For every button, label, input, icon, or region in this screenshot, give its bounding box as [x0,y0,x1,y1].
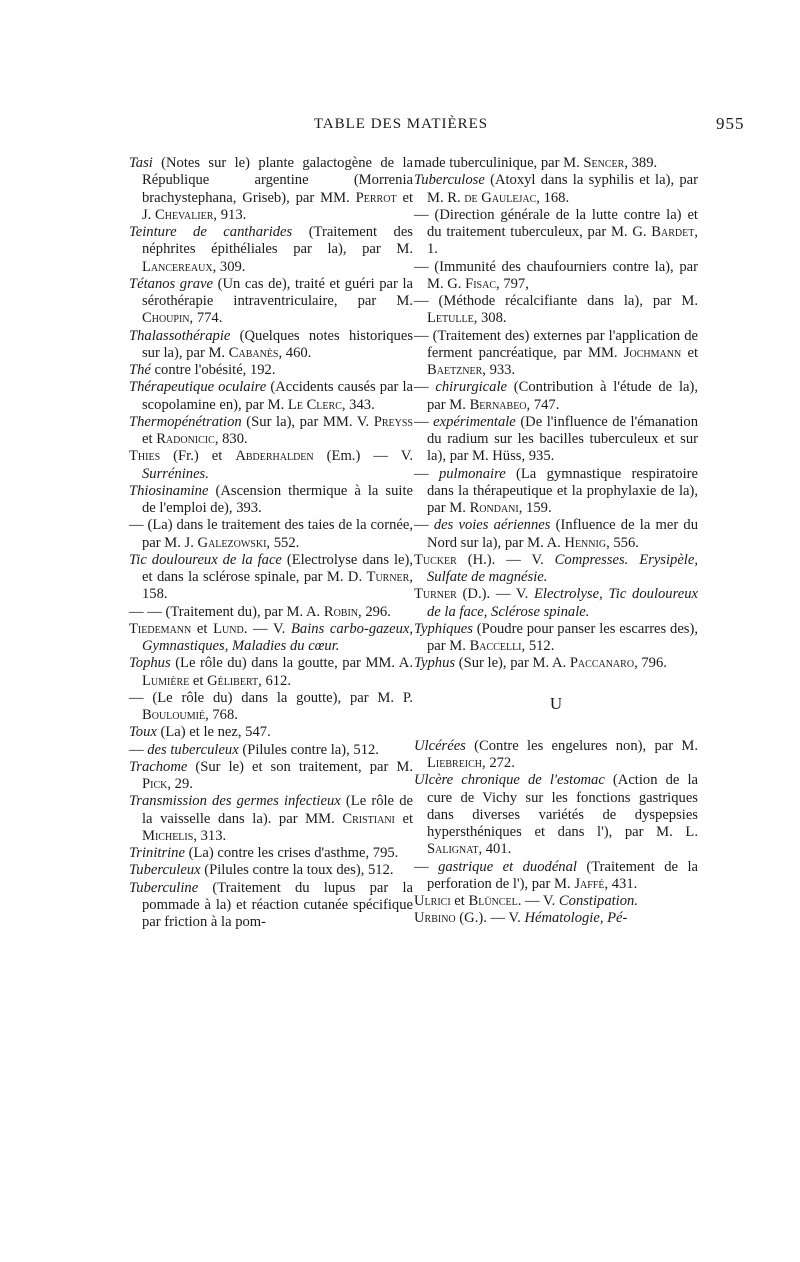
index-entry [414,517,698,552]
entry-text: et [142,431,157,447]
entry-term: Thé [129,362,151,378]
index-entry [414,738,698,773]
entry-text: , 830. [214,431,248,447]
entry-text: — (Direction générale de la lutte contre la) et du traitement tuberculeux, par M. G. [414,206,698,240]
entry-text: , 913. [213,206,247,223]
author-name: Tiedemann [129,620,192,637]
entry-text: (La gymnastique respiratoire dans la thérapeutique et la prophylaxie de la), par M. [427,465,698,516]
entry-term: Typhiques [414,620,473,637]
author-name: Fisac [465,275,497,292]
entry-term: Trinitrine [129,845,185,861]
index-entry [129,759,413,794]
entry-text: (Traitement du lupus par la pommade à la) et réaction cutanée spécifique par friction à la pom- [142,879,413,930]
index-entry [129,483,413,518]
index-entry [414,466,698,518]
entry-text: et [189,672,208,689]
index-entry [414,859,698,894]
entry-text: (Pilules contre la), 512. [238,741,379,758]
entry-text: , 556. [606,534,639,551]
entry-text: (De l'influence de l'émanation du radium sur les bacilles tuberculeux et sur la), par M. Hüss, 935. [427,413,698,465]
author-name: Bouloumié [142,707,206,723]
entry-text: , 389. [624,155,658,171]
entry-term: Hématologie, Pé- [524,910,628,927]
entry-text: — (Méthode récalcifiante dans la), par M. [414,293,698,309]
entry-text: contre l'obésité, 192. [150,362,276,378]
entry-text: (Electrolyse dans le), et dans la sclérose spinale, par M. D. [142,551,413,585]
author-name: Michelis [142,827,194,844]
author-name: Baetzner [427,362,483,378]
entry-text: — (La) dans le traitement des taies de la cornée, par M. J. [129,517,413,551]
index-entry [129,862,413,879]
entry-text: — [414,413,434,430]
entry-text: , 343. [341,396,375,413]
entry-text: , 933. [482,362,516,378]
entry-term: Surrénines. [142,465,209,482]
entry-text: , 168. [536,189,570,206]
author-name: Robin [323,603,359,620]
author-name: Letulle [427,310,474,327]
entry-text: made tuberculinique, par M. [414,155,584,171]
author-name: Lumière [142,672,190,689]
author-name: Tucker [414,551,457,568]
entry-text: , 460. [278,344,312,361]
entry-term: Trachome [129,758,188,775]
entry-text: (La) et le nez, 547. [156,724,271,741]
entry-text: (Traitement de la perforation de l'), par M. [427,858,698,892]
index-entry [414,655,698,672]
author-name: Gélibert [207,672,259,689]
author-name: Le Clerc [287,396,342,413]
entry-text: , 774. [189,310,223,327]
entry-text: (H.). — V. [456,551,555,568]
author-name: Thies [129,448,161,465]
entry-text: , 512. [521,638,555,654]
entry-term: Teinture de cantharides [129,224,293,240]
index-entry [129,552,413,604]
entry-text: (Atoxyl dans la syphilis et la), par M. R. [427,172,698,206]
entry-text: , 768. [205,707,238,723]
author-name: Jochmann [623,344,682,361]
author-name: Galezowski [197,534,267,551]
entry-term: Ulcérées [414,737,466,754]
entry-text: (Contribution à l'étude de la), par M. [427,379,698,413]
author-name: Preyss [373,413,413,430]
index-entry [129,379,413,414]
index-column-left [129,155,413,931]
index-entry [414,379,698,414]
entry-text: (Un cas de), traité et guéri par la sérothérapie intraventriculaire, par M. [142,275,413,309]
entry-text: , 159. [518,500,552,516]
index-entry [129,742,413,759]
entry-text: (Fr.) et [160,448,236,465]
author-name: Lancereaux [142,258,213,275]
entry-text: (Ascension thermique à la suite de l'emploi de), 393. [142,482,413,516]
index-entries-t-continued [414,155,698,673]
author-name: Cabanès [228,344,279,361]
index-entry [414,414,698,466]
entry-text: , 796. [634,655,667,672]
entry-text: , 29. [167,776,193,792]
entry-term: Thérapeutique oculaire [129,379,267,396]
author-name: Bernabeo [469,396,527,413]
entry-term: Electrolyse, Tic douloureux de la face, Sclérose spinale. [427,586,698,620]
entry-text: (Le rôle de la vaisselle dans la). par MM. [142,793,413,827]
entry-text: , 401. [478,841,512,858]
index-entry [129,517,413,552]
index-entries-u [414,738,698,928]
entry-text: et [394,810,413,827]
entry-text: , 296. [358,603,391,620]
entry-text: , 158. [142,569,413,603]
index-entry [129,655,413,690]
entry-term: Tophus [129,655,171,672]
entry-text: — — (Traitement du), par M. A. [129,603,324,620]
entry-term: Tuberculeux [129,862,201,879]
author-name: Liebreich [427,755,483,771]
entry-text: — [414,379,436,396]
index-entry [129,845,413,862]
entry-text: — (Immunité des chaufourniers contre la), par M. G. [414,258,698,292]
running-header: TABLE DES MATIÈRES [313,116,489,132]
entry-term: Ulcère chronique de l'estomac [414,772,605,789]
author-name: Pick [142,776,168,792]
entry-text: , 552. [266,534,300,551]
entry-term: Constipation. [558,893,638,909]
entry-text: (Sur le) et son traitement, par M. [187,758,413,775]
author-name: Turner [366,569,410,585]
author-name: Rondani [469,500,519,516]
index-entry [129,328,413,363]
author-name: Jaffé [574,875,605,892]
entry-text: , 309. [212,258,246,275]
entry-term: Transmission des germes infectieux [129,793,341,810]
entry-text: — (Traitement des) externes par l'application de ferment pancréatique, par MM. [414,327,698,361]
entry-text: (Accidents causés par la scopolamine en), par M. [142,379,414,413]
entry-text: — [414,465,439,482]
author-name: Bardet [651,224,695,240]
index-entry [414,552,698,587]
author-name: Salignat [427,841,479,858]
entry-text: (Em.) — V. [313,448,413,465]
entry-text: — [414,517,434,534]
author-name: Turner [414,586,457,603]
index-entry [414,155,698,172]
index-entry [129,362,413,379]
entry-text: , 1. [427,224,698,258]
index-entry [129,793,413,845]
index-entry [129,621,413,656]
entry-term: Thiosinamine [129,482,209,499]
index-entry [129,224,413,276]
entry-text: (G.). — V. [455,910,525,927]
entry-term: des voies aériennes [433,517,551,534]
entry-text: , 612. [258,672,291,689]
index-entry [414,910,698,927]
author-name: Cristiani [342,810,395,827]
author-name: de Gaulejac [464,189,537,206]
author-name: Perrot [355,189,397,206]
entry-term: Toux [129,724,157,741]
author-name: Choupin [142,310,190,327]
entry-text: (Notes sur le) plante galactogène de la République argentine (Morrenia brachystephana, Griseb), par MM. [142,155,413,206]
index-entry [414,172,698,207]
entry-term: gastrique et duodénal [438,858,577,875]
index-entry [414,328,698,380]
entry-text: (Action de la cure de Vichy sur les fonctions gastriques dans diverses variétés de dyspepsies hypersthéniques et dans l'), par M. L. [427,772,698,840]
entry-text: et [191,620,214,637]
entry-text: , 272. [482,755,515,771]
entry-text: (Influence de la mer du Nord sur la), par M. A. [427,517,698,551]
entry-text: , 308. [473,310,507,327]
entry-term: Thalassothérapie [129,327,231,344]
entry-text: (D.). — V. [456,586,534,603]
entry-term: Compresses. Erysipèle, Sulfate de magnésie. [427,551,698,585]
entry-term: des tuberculeux [147,741,239,758]
index-entry [129,414,413,449]
index-column-right [414,155,698,928]
index-entry [414,586,698,621]
index-entry [129,276,413,328]
entry-text: , 797, [496,275,529,292]
entry-term: expérimentale [433,413,516,430]
page-number: 955 [716,114,745,133]
entry-term: Thermopénétration [129,413,242,430]
index-entry [129,724,413,741]
entry-term: Typhus [414,655,456,672]
index-entry [129,155,413,224]
index-entry [414,772,698,858]
entry-text: (La) contre les crises d'asthme, 795. [184,845,399,861]
index-entry [129,690,413,725]
entry-text: et J. [142,189,413,223]
author-name: Paccanaro [569,655,635,672]
entry-term: Bains carbo-gazeux, Gymnastiques, Maladies du cœur. [142,620,413,654]
entry-term: Tuberculose [414,172,485,189]
section-letter-u: U [549,693,563,713]
entry-term: pulmonaire [438,465,506,482]
entry-text: . — V. [243,620,291,637]
index-entry [129,604,413,621]
entry-term: Tétanos grave [129,275,214,292]
author-name: Radonicic [156,431,215,447]
entry-text: — (Le rôle du) dans la goutte), par M. P. [129,689,413,706]
author-name: Chevalier [154,206,214,223]
index-entry [414,893,698,910]
index-entry [129,448,413,483]
index-entry [414,293,698,328]
entry-text: , 747. [526,396,560,413]
index-entry [414,621,698,656]
entry-text: — [129,741,148,758]
author-name: Baccelli [469,638,522,654]
entry-text: (Poudre pour panser les escarres des), par M. [427,620,698,654]
entry-text: (Quelques notes historiques sur la), par M. [142,327,413,361]
entry-text: , 313. [193,827,227,844]
entry-term: chirurgicale [435,379,507,396]
author-name: Urbino [414,910,456,927]
author-name: Ulrici [414,893,451,909]
entry-text: (Pilules contre la toux des), 512. [200,862,394,879]
author-name: Blüncel [468,893,518,909]
entry-text: — [414,858,439,875]
entry-text: et [681,344,698,361]
entry-text: (Sur la), par MM. V. [241,413,374,430]
author-name: Lund [213,620,244,637]
index-entry [414,207,698,259]
author-name: Hennig [564,534,607,551]
author-name: Sencer [583,155,625,171]
entry-term: Tasi [129,155,153,171]
index-entry [414,259,698,294]
entry-text: (Traitement des néphrites épithéliales par la), par M. [142,224,413,258]
index-entry [129,880,413,932]
entry-text: , 431. [604,875,638,892]
entry-text: et [450,893,469,909]
entry-term: Tic douloureux de la face [129,551,282,568]
entry-text: (Le rôle du) dans la goutte, par MM. A. [170,655,413,672]
entry-text: (Contre les engelures non), par M. [465,737,698,754]
entry-term: Tuberculine [129,879,199,896]
entry-text: . — V. [517,893,559,909]
author-name: Abderhalden [235,448,314,465]
entry-text: (Sur le), par M. A. [455,655,570,672]
